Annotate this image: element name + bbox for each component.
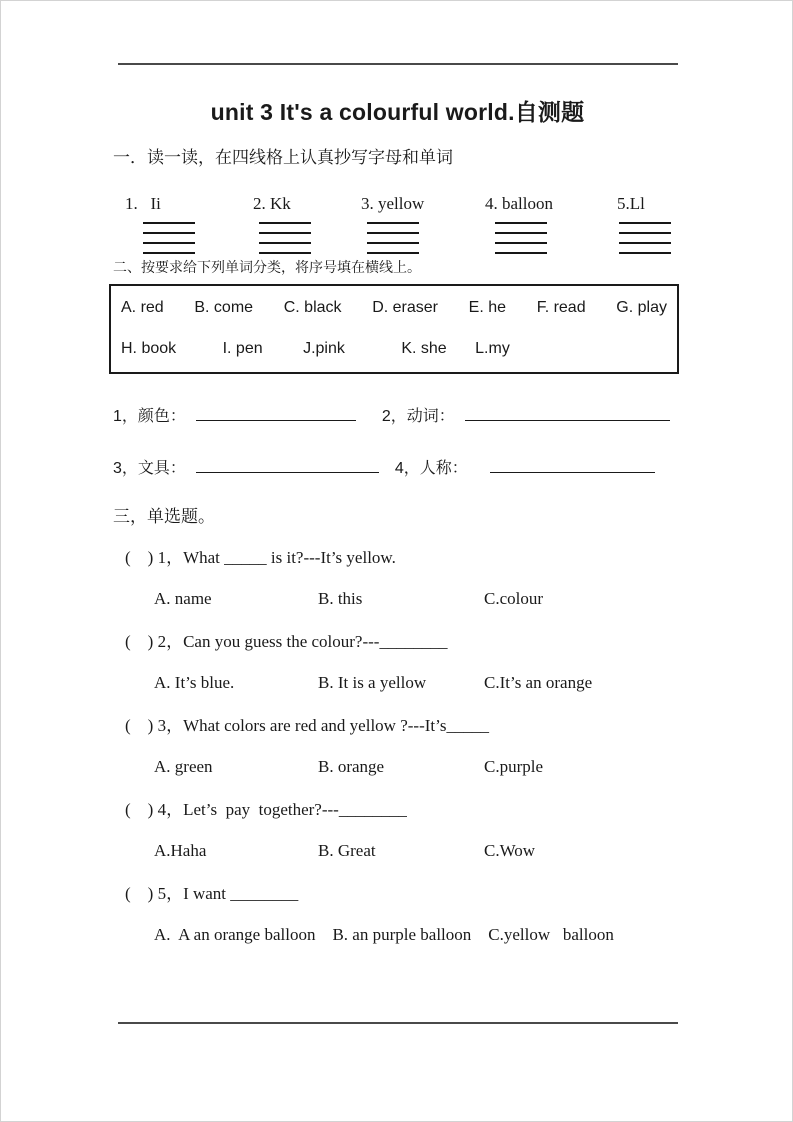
word-bank-item: H. book	[121, 340, 177, 357]
word-bank-item: C. black	[283, 299, 342, 316]
word-bank-box	[109, 284, 679, 374]
word-bank-item: D. eraser	[372, 299, 438, 316]
question-stem: ( ) 3，What colors are red and yellow ?---It’s_____	[125, 716, 489, 735]
copy-item-label: 2. Kk	[253, 194, 291, 213]
option-b: B. this	[318, 589, 363, 608]
option-c: C.colour	[484, 589, 544, 608]
copy-item-label: 5.Ll	[617, 194, 645, 213]
answer-blank-colors	[196, 406, 356, 421]
option-a: A. green	[154, 757, 213, 776]
option-c: C.yellow balloon	[488, 925, 614, 944]
question-options	[113, 923, 682, 947]
category-label-colors: 1，颜色：	[113, 408, 186, 425]
word-bank-item: G. play	[616, 299, 667, 316]
question-stem: ( ) 4，Let’s pay together?---________	[125, 800, 407, 819]
four-line-writing-grid	[619, 222, 671, 254]
four-line-writing-grid	[143, 222, 195, 254]
four-line-writing-grid	[367, 222, 419, 254]
option-b: B. an purple balloon	[332, 925, 472, 944]
copy-item-4	[485, 193, 617, 254]
word-bank-item: J.pink	[303, 340, 345, 357]
word-bank-item: I. pen	[222, 340, 263, 357]
copy-item-5	[617, 193, 677, 254]
word-bank-item: K. she	[401, 340, 447, 357]
question-3	[113, 714, 682, 779]
question-stem: ( ) 5，I want ________	[125, 884, 299, 903]
category-fill-row-2	[113, 455, 682, 478]
option-a: A. It’s blue.	[154, 673, 235, 692]
copy-item-label: 1. Ii	[125, 194, 161, 213]
copy-item-2	[253, 193, 361, 254]
four-line-writing-grid	[495, 222, 547, 254]
copy-item-label: 4. balloon	[485, 194, 553, 213]
category-label-stationery: 3，文具：	[113, 460, 186, 477]
section3-heading: 三，单选题。	[113, 507, 215, 526]
four-line-writing-grid	[259, 222, 311, 254]
option-b: B. Great	[318, 841, 376, 860]
word-bank-item: A. red	[121, 299, 164, 316]
question-1	[113, 546, 682, 611]
word-bank-row-1	[121, 299, 667, 317]
category-label-pronouns: 4，人称：	[394, 460, 468, 477]
word-bank-item: B. come	[194, 299, 254, 316]
question-options	[113, 587, 682, 611]
copy-item-1	[125, 193, 253, 254]
option-b: B. It is a yellow	[318, 673, 427, 692]
option-a: A. name	[154, 589, 212, 608]
page-content	[1, 1, 793, 947]
category-label-verbs: 2，动词：	[381, 408, 455, 425]
option-c: C.It’s an orange	[484, 673, 593, 692]
question-stem: ( ) 1，What _____ is it?---It’s yellow.	[125, 548, 396, 567]
question-options	[113, 839, 682, 863]
word-bank-item: F. read	[536, 299, 586, 316]
category-fill-row-1	[113, 403, 682, 426]
word-bank-item: E. he	[468, 299, 507, 316]
option-a: A. A an orange balloon	[154, 925, 316, 944]
option-a: A.Haha	[154, 841, 207, 860]
question-5	[113, 882, 682, 947]
answer-blank-pronouns	[490, 458, 655, 473]
copy-item-3	[361, 193, 485, 254]
answer-blank-verbs	[465, 406, 670, 421]
question-4	[113, 798, 682, 863]
copywriting-row	[125, 193, 682, 254]
bottom-horizontal-rule	[118, 1022, 678, 1024]
question-2	[113, 630, 682, 695]
question-stem: ( ) 2，Can you guess the colour?---________	[125, 632, 448, 651]
copy-item-label: 3. yellow	[361, 194, 425, 213]
section2-heading: 二、按要求给下列单词分类，将序号填在横线上。	[113, 261, 421, 276]
word-bank-item: L.my	[475, 340, 510, 357]
option-b: B. orange	[318, 757, 385, 776]
question-options	[113, 755, 682, 779]
option-c: C.purple	[484, 757, 544, 776]
page-title: unit 3 It's a colourful world.自测题	[210, 99, 585, 125]
answer-blank-stationery	[196, 458, 379, 473]
word-bank-row-2	[121, 340, 667, 358]
section1-heading: 一．读一读，在四线格上认真抄写字母和单词	[113, 148, 453, 167]
question-options	[113, 671, 682, 695]
option-c: C.Wow	[484, 841, 536, 860]
